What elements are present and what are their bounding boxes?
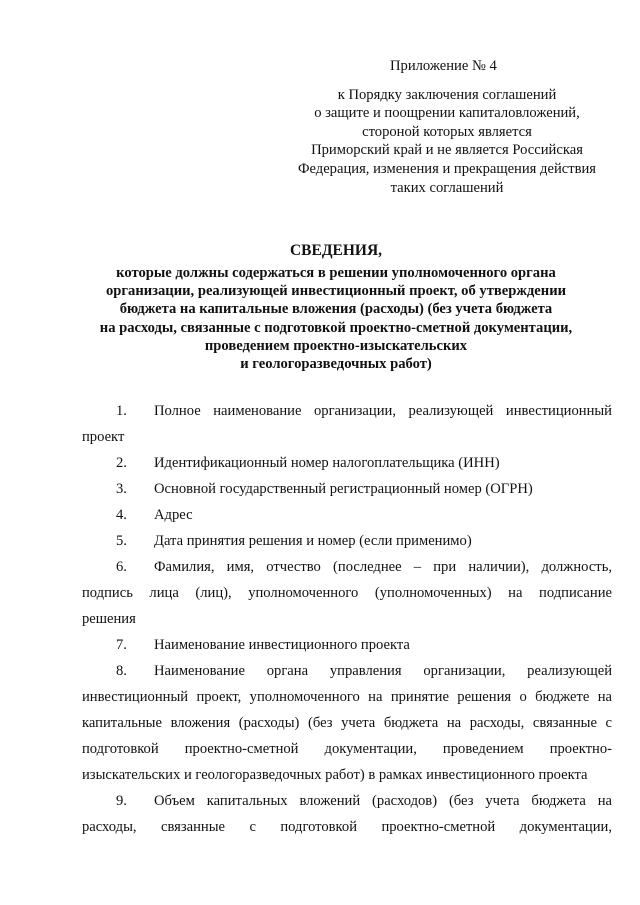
list-item-number: 3. xyxy=(116,481,127,497)
list-item-continuation: капитальные вложения (расходы) (без учета бюджета на расходы, связанные с xyxy=(82,715,612,731)
list-item-text: Идентификационный номер налогоплательщика (ИНН) xyxy=(154,455,500,471)
list-item xyxy=(82,632,612,658)
list-item xyxy=(82,554,612,632)
list-item-first-line xyxy=(82,502,612,528)
list-item-continuation: решения xyxy=(82,611,136,627)
list-item-continuation: инвестиционный проект, уполномоченного на принятие решения о бюджете на xyxy=(82,689,612,705)
list-item-text: Полное наименование организации, реализующей инвестиционный xyxy=(154,403,612,419)
list-item-number: 2. xyxy=(116,455,127,471)
list-item xyxy=(82,502,612,528)
list-item-continuation: подготовкой проектно-сметной документации, проведением проектно- xyxy=(82,741,612,757)
list-item-text: Дата принятия решения и номер (если применимо) xyxy=(154,533,472,549)
list-item-first-line xyxy=(82,476,612,502)
appendix-line: о защите и поощрении капиталовложений, xyxy=(314,105,580,122)
list-item-number: 9. xyxy=(116,793,127,809)
list-item-text: Основной государственный регистрационный номер (ОГРН) xyxy=(154,481,533,497)
list-item-number: 4. xyxy=(116,507,127,523)
list-item-continuation: расходы, связанные с подготовкой проектно-сметной документации, xyxy=(82,819,612,835)
list-item-first-line xyxy=(82,528,612,554)
list-item-first-line xyxy=(82,632,612,658)
list-item xyxy=(82,398,612,450)
list-item-number: 5. xyxy=(116,533,127,549)
document-subtitle xyxy=(60,264,612,373)
list-item-number: 8. xyxy=(116,663,127,679)
appendix-line: стороной которых является xyxy=(362,123,532,140)
list-item-continuation: подпись лица (лиц), уполномоченного (уполномоченных) на подписание xyxy=(82,585,612,601)
list-item-number: 1. xyxy=(116,403,127,419)
appendix-line: таких соглашений xyxy=(390,179,504,196)
list-item-text: Фамилия, имя, отчество (последнее – при наличии), должность, xyxy=(154,559,612,575)
appendix-line: Приморский край и не является Российская xyxy=(311,142,583,159)
list-item-continuation: проект xyxy=(82,429,125,445)
appendix-line: Федерация, изменения и прекращения действия xyxy=(297,160,597,177)
subtitle-line: которые должны содержаться в решении уполномоченного органа xyxy=(116,265,556,281)
subtitle-line: бюджета на капитальные вложения (расходы) (без учета бюджета xyxy=(119,301,553,318)
subtitle-line: организации, реализующей инвестиционный проект, об утверждении xyxy=(105,283,567,300)
appendix-line: к Порядку заключения соглашений xyxy=(337,86,557,103)
appendix-block xyxy=(282,57,612,197)
list-item-first-line xyxy=(82,658,612,684)
document-title: СВЕДЕНИЯ, xyxy=(289,242,383,259)
list-item-first-line xyxy=(82,398,612,424)
list-item xyxy=(82,450,612,476)
list-item-continuation: изыскательских и геологоразведочных работ) в рамках инвестиционного проекта xyxy=(82,767,588,783)
subtitle-line: и геологоразведочных работ) xyxy=(240,356,432,373)
list-item-number: 7. xyxy=(116,637,127,653)
document-heading xyxy=(60,241,612,373)
list-item xyxy=(82,528,612,554)
list-item-first-line xyxy=(82,554,612,580)
list-item-text: Объем капитальных вложений (расходов) (без учета бюджета на xyxy=(154,793,612,809)
subtitle-line: на расходы, связанные с подготовкой проектно-сметной документации, xyxy=(99,319,573,336)
list-item-number: 6. xyxy=(116,559,127,575)
subtitle-line: проведением проектно-изыскательских xyxy=(204,337,468,354)
appendix-number: Приложение № 4 xyxy=(390,58,497,74)
list-item xyxy=(82,788,612,840)
list-item-first-line xyxy=(82,788,612,814)
list-item-text: Наименование органа управления организации, реализующей xyxy=(154,663,612,679)
list-item xyxy=(82,658,612,788)
list-item-first-line xyxy=(82,450,612,476)
list-item xyxy=(82,476,612,502)
list-item-text: Наименование инвестиционного проекта xyxy=(154,637,410,653)
list-item-text: Адрес xyxy=(154,507,193,523)
items-list xyxy=(82,398,612,840)
